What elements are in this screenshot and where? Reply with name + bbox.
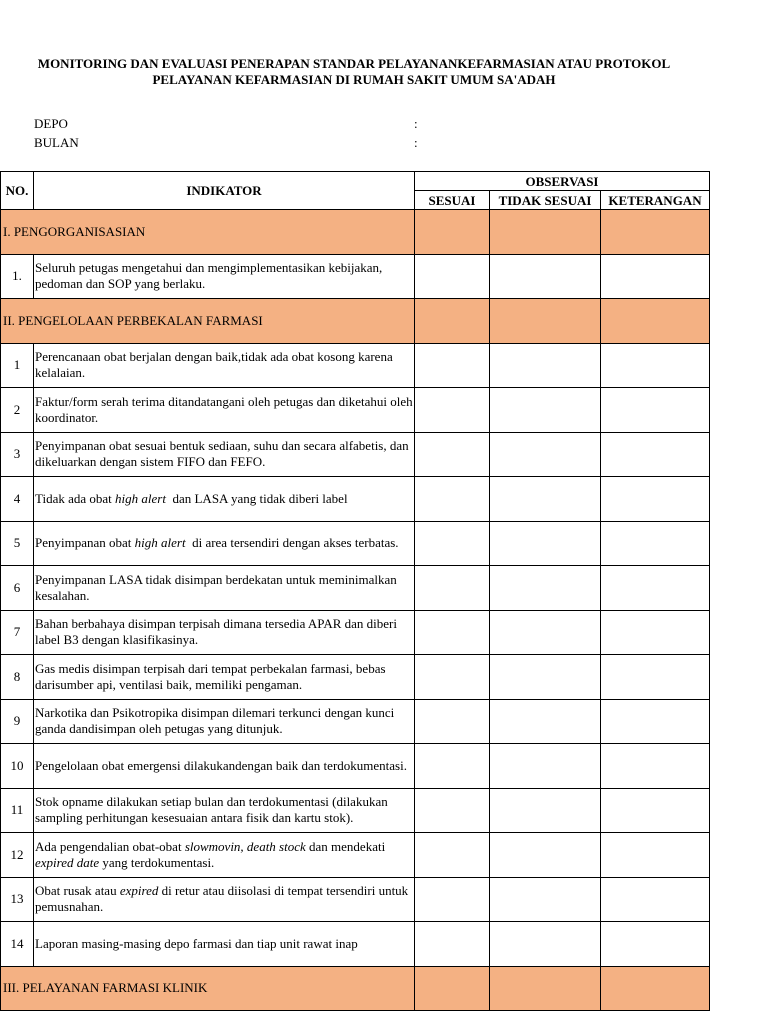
header-no: NO. bbox=[1, 172, 34, 210]
sesuai-cell bbox=[415, 432, 490, 477]
sesuai-cell bbox=[415, 744, 490, 789]
keterangan-cell bbox=[601, 655, 710, 700]
keterangan-cell bbox=[601, 833, 710, 878]
tidak-sesuai-cell bbox=[490, 432, 601, 477]
tidak-sesuai-cell bbox=[490, 922, 601, 967]
indicator-text: Penyimpanan obat sesuai bentuk sediaan, suhu dan secara alfabetis, dan dikeluarkan dengan sistem FIFO dan FEFO. bbox=[34, 432, 415, 477]
table-row bbox=[1, 254, 710, 299]
tidak-sesuai-cell bbox=[490, 566, 601, 611]
indicator-text bbox=[34, 477, 415, 522]
row-number: 9 bbox=[1, 699, 34, 744]
keterangan-cell bbox=[601, 788, 710, 833]
row-number: 12 bbox=[1, 833, 34, 878]
table-row bbox=[1, 833, 710, 878]
text-segment: dan LASA yang tidak diberi label bbox=[165, 490, 348, 506]
keterangan-cell bbox=[601, 299, 710, 344]
section-row bbox=[1, 210, 710, 255]
keterangan-cell bbox=[601, 254, 710, 299]
keterangan-cell bbox=[601, 432, 710, 477]
italic-term: high alert bbox=[134, 535, 186, 551]
keterangan-cell bbox=[601, 388, 710, 433]
indicator-text: Faktur/form serah terima ditandatangani oleh petugas dan diketahui oleh koordinator. bbox=[34, 388, 415, 433]
indicator-text bbox=[34, 521, 415, 566]
indicator-text bbox=[34, 877, 415, 922]
header-indikator: INDIKATOR bbox=[34, 172, 415, 210]
tidak-sesuai-cell bbox=[490, 744, 601, 789]
keterangan-cell bbox=[601, 877, 710, 922]
text-segment: di area tersendiri dengan akses terbatas. bbox=[185, 535, 399, 551]
text-segment: di retur atau diisolasi di tempat tersendiri untuk pemusnahan. bbox=[35, 883, 412, 915]
indicator-text: Laporan masing-masing depo farmasi dan tiap unit rawat inap bbox=[34, 922, 415, 967]
tidak-sesuai-cell bbox=[490, 477, 601, 522]
text-segment: Obat rusak atau bbox=[35, 883, 120, 899]
row-number: 6 bbox=[1, 566, 34, 611]
section-row bbox=[1, 966, 710, 1011]
table-row bbox=[1, 788, 710, 833]
tidak-sesuai-cell bbox=[490, 610, 601, 655]
sesuai-cell bbox=[415, 922, 490, 967]
monitoring-table bbox=[0, 171, 710, 1011]
header-keterangan: KETERANGAN bbox=[601, 191, 710, 210]
sesuai-cell bbox=[415, 655, 490, 700]
tidak-sesuai-cell bbox=[490, 521, 601, 566]
header-sesuai: SESUAI bbox=[415, 191, 490, 210]
sesuai-cell bbox=[415, 388, 490, 433]
indicator-text bbox=[34, 833, 415, 878]
keterangan-cell bbox=[601, 343, 710, 388]
indicator-text: Penyimpanan LASA tidak disimpan berdekatan untuk meminimalkan kesalahan. bbox=[34, 566, 415, 611]
row-number: 2 bbox=[1, 388, 34, 433]
indicator-text: Narkotika dan Psikotropika disimpan dilemari terkunci dengan kunci ganda dandisimpan oleh petugas yang ditunjuk. bbox=[34, 699, 415, 744]
tidak-sesuai-cell bbox=[490, 210, 601, 255]
sesuai-cell bbox=[415, 699, 490, 744]
italic-term: slowmovin, death stock bbox=[184, 838, 306, 854]
row-number: 11 bbox=[1, 788, 34, 833]
indicator-text: Perencanaan obat berjalan dengan baik,tidak ada obat kosong karena kelalaian. bbox=[34, 343, 415, 388]
keterangan-cell bbox=[601, 922, 710, 967]
text-segment: Penyimpanan obat bbox=[35, 535, 135, 551]
row-number: 5 bbox=[1, 521, 34, 566]
sesuai-cell bbox=[415, 254, 490, 299]
title-line-1: MONITORING DAN EVALUASI PENERAPAN STANDAR PELAYANANKEFARMASIAN ATAU PROTOKOL bbox=[37, 56, 671, 71]
tidak-sesuai-cell bbox=[490, 699, 601, 744]
section-label: I. PENGORGANISASIAN bbox=[1, 210, 415, 255]
tidak-sesuai-cell bbox=[490, 254, 601, 299]
row-number: 10 bbox=[1, 744, 34, 789]
sesuai-cell bbox=[415, 343, 490, 388]
text-segment: Tidak ada obat bbox=[35, 490, 116, 506]
bulan-label: BULAN bbox=[34, 135, 79, 150]
table-row bbox=[1, 744, 710, 789]
table-row bbox=[1, 655, 710, 700]
table-row bbox=[1, 477, 710, 522]
row-number: 3 bbox=[1, 432, 34, 477]
sesuai-cell bbox=[415, 521, 490, 566]
table-row bbox=[1, 699, 710, 744]
table-row bbox=[1, 432, 710, 477]
row-number: 13 bbox=[1, 877, 34, 922]
table-row bbox=[1, 922, 710, 967]
keterangan-cell bbox=[601, 477, 710, 522]
tidak-sesuai-cell bbox=[490, 877, 601, 922]
tidak-sesuai-cell bbox=[490, 788, 601, 833]
sesuai-cell bbox=[415, 477, 490, 522]
table-row bbox=[1, 877, 710, 922]
document-title bbox=[0, 56, 708, 88]
sesuai-cell bbox=[415, 877, 490, 922]
row-number: 14 bbox=[1, 922, 34, 967]
section-row bbox=[1, 299, 710, 344]
keterangan-cell bbox=[601, 610, 710, 655]
table-row bbox=[1, 521, 710, 566]
sesuai-cell bbox=[415, 788, 490, 833]
italic-term: high alert bbox=[115, 490, 166, 506]
italic-term: expired date bbox=[35, 854, 100, 870]
table-row bbox=[1, 566, 710, 611]
sesuai-cell bbox=[415, 210, 490, 255]
depo-label: DEPO bbox=[34, 116, 68, 131]
table-row bbox=[1, 388, 710, 433]
tidak-sesuai-cell bbox=[490, 388, 601, 433]
sesuai-cell bbox=[415, 566, 490, 611]
tidak-sesuai-cell bbox=[490, 343, 601, 388]
section-label: III. PELAYANAN FARMASI KLINIK bbox=[1, 966, 415, 1011]
depo-colon: : bbox=[414, 116, 418, 131]
row-number: 7 bbox=[1, 610, 34, 655]
keterangan-cell bbox=[601, 744, 710, 789]
header-observasi: OBSERVASI bbox=[415, 172, 710, 191]
indicator-text: Pengelolaan obat emergensi dilakukandengan baik dan terdokumentasi. bbox=[34, 744, 415, 789]
text-segment: Ada pengendalian obat-obat bbox=[35, 838, 185, 854]
row-number: 1 bbox=[1, 343, 34, 388]
keterangan-cell bbox=[601, 966, 710, 1011]
text-segment: dan mendekati bbox=[305, 838, 389, 854]
table-row bbox=[1, 343, 710, 388]
table-row bbox=[1, 610, 710, 655]
keterangan-cell bbox=[601, 699, 710, 744]
bulan-colon: : bbox=[414, 135, 418, 150]
sesuai-cell bbox=[415, 966, 490, 1011]
row-number: 4 bbox=[1, 477, 34, 522]
sesuai-cell bbox=[415, 610, 490, 655]
tidak-sesuai-cell bbox=[490, 299, 601, 344]
keterangan-cell bbox=[601, 566, 710, 611]
tidak-sesuai-cell bbox=[490, 966, 601, 1011]
indicator-text: Seluruh petugas mengetahui dan mengimplementasikan kebijakan, pedoman dan SOP yang berlaku. bbox=[34, 254, 415, 299]
title-line-2: PELAYANAN KEFARMASIAN DI RUMAH SAKIT UMUM SA'ADAH bbox=[152, 72, 556, 87]
indicator-text: Bahan berbahaya disimpan terpisah dimana tersedia APAR dan diberi label B3 dengan klasifikasinya. bbox=[34, 610, 415, 655]
header-tidak-sesuai: TIDAK SESUAI bbox=[490, 191, 601, 210]
italic-term: expired bbox=[119, 883, 159, 899]
keterangan-cell bbox=[601, 521, 710, 566]
keterangan-cell bbox=[601, 210, 710, 255]
section-label: II. PENGELOLAAN PERBEKALAN FARMASI bbox=[1, 299, 415, 344]
row-number: 8 bbox=[1, 655, 34, 700]
indicator-text: Stok opname dilakukan setiap bulan dan terdokumentasi (dilakukan sampling perhitungan kesesuaian antara fisik dan kartu stok). bbox=[34, 788, 415, 833]
tidak-sesuai-cell bbox=[490, 655, 601, 700]
indicator-text: Gas medis disimpan terpisah dari tempat perbekalan farmasi, bebas darisumber api, ventilasi baik, memiliki pengaman. bbox=[34, 655, 415, 700]
row-number: 1. bbox=[1, 254, 34, 299]
text-segment: yang terdokumentasi. bbox=[99, 854, 215, 870]
tidak-sesuai-cell bbox=[490, 833, 601, 878]
sesuai-cell bbox=[415, 299, 490, 344]
sesuai-cell bbox=[415, 833, 490, 878]
table-body bbox=[1, 210, 710, 1011]
